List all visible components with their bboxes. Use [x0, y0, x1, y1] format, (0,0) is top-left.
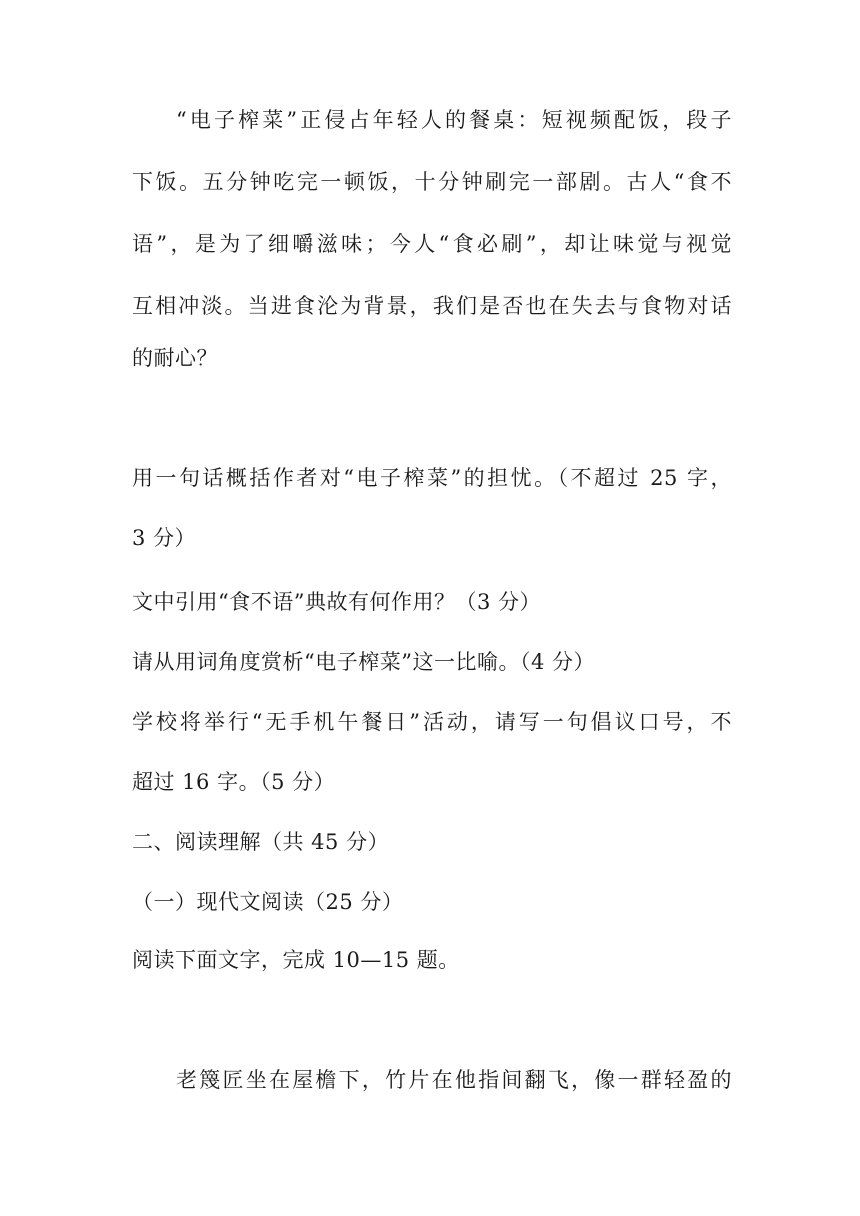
reading-instruction: 阅读下面文字，完成 10—15 题。 — [132, 948, 460, 972]
question-2: 文中引用“食不语”典故有何作用？（3 分） — [132, 590, 542, 614]
passage-line: “电子榨菜”正侵占年轻人的餐桌：短视频配饭，段子 — [176, 108, 732, 132]
question-4: 学校将举行“无手机午餐日”活动，请写一句倡议口号，不 — [132, 710, 732, 734]
question-4-continued: 超过 16 字。（5 分） — [132, 770, 336, 794]
question-1-continued: 3 分） — [132, 526, 197, 550]
question-1: 用一句话概括作者对“电子榨菜”的担忧。（不超过 25 字， — [132, 466, 732, 490]
passage-line: 互相冲淡。当进食沦为背景，我们是否也在失去与食物对话 — [132, 294, 732, 318]
subsection-heading: （一）现代文阅读（25 分） — [132, 890, 404, 914]
section-heading: 二、阅读理解（共 45 分） — [132, 830, 390, 854]
passage-2-line: 老篾匠坐在屋檐下，竹片在他指间翻飞，像一群轻盈的 — [176, 1068, 732, 1092]
passage-line: 语”，是为了细嚼滋味；今人“食必刷”，却让味觉与视觉 — [132, 232, 732, 256]
passage-line: 的耐心？ — [132, 346, 218, 370]
passage-line: 下饭。五分钟吃完一顿饭，十分钟刷完一部剧。古人“食不 — [132, 170, 732, 194]
question-3: 请从用词角度赏析“电子榨菜”这一比喻。（4 分） — [132, 650, 596, 674]
